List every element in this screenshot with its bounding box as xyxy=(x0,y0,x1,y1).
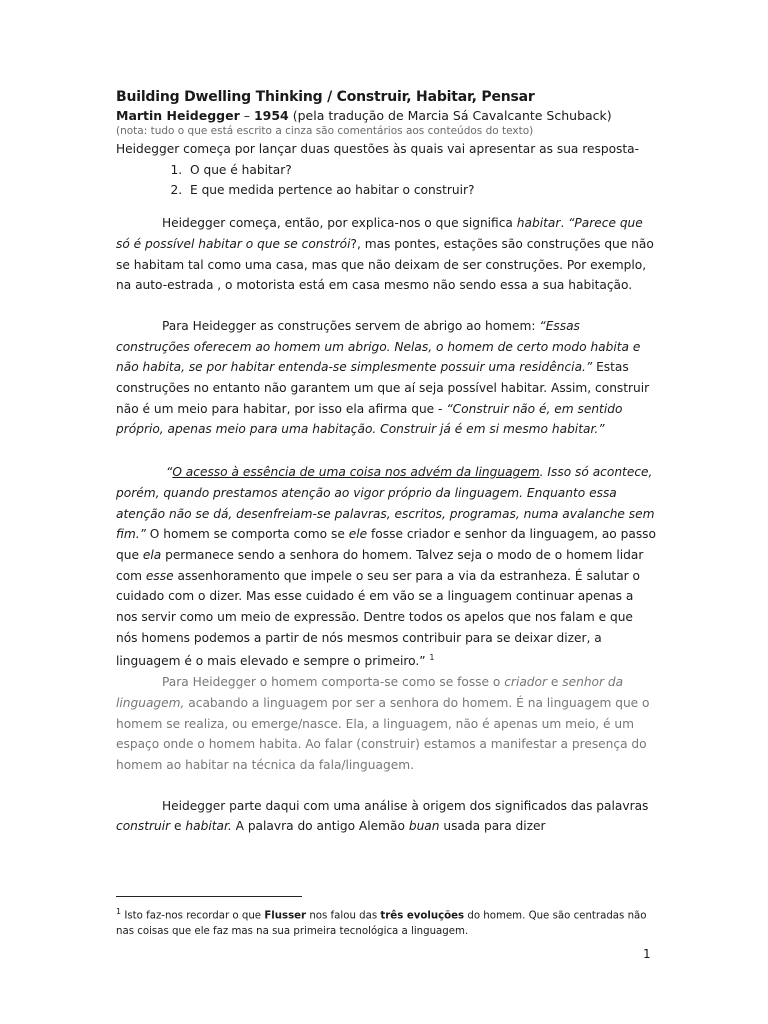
paragraph-linguagem: “O acesso à essência de uma coisa nos advém da linguagem. Isso só acontece, porém, quando prestamos atenção ao vigor próprio da linguagem. Enquanto essa atenção não se dá, desenfreiam-se palavras, escritos, programas, numa avalanche sem fim.” O homem se comporta como se ele fosse criador e senhor da linguagem, ao passo que ela permanece sendo a senhora do homem. Talvez seja o modo de o homem lidar com esse assenhoramento que impele o seu ser para a via da estranheza. É salutar o cuidado com o dizer. Mas esse cuidado é em vão se a linguagem continuar apenas a nos servir como um meio de expressão. Dentre todos os apelos que nos falam e que nós homens podemos a partir de nós mesmos contribuir para se deixar dizer, a linguagem é o mais elevado e sempre o primeiro.” $^1$ xyxy=(116,465,656,669)
paragraph-habitar: Heidegger começa, então, por explica-nos o que significa habitar. “Parece que só é possível habitar o que se constrói?, mas pontes, estações são construções que não se habitam tal como uma casa, mas que não deixam de ser construções. Por exemplo, na auto-estrada , o motorista está em casa mesmo não sendo essa a sua habitação. xyxy=(116,216,654,293)
footnote-number: 1 xyxy=(116,907,122,916)
translation-credit: (pela tradução de Marcia Sá Cavalcante Schuback) xyxy=(288,108,612,123)
paragraph-comment-gray: Para Heidegger o homem comporta-se como se fosse o criador e senhor da linguagem, acabando a linguagem por ser a senhora do homem. É na linguagem que o homem se realiza, ou emerge/nasce. Ela, a linguagem, não é apenas um meio, é um espaço onde o homem habita. Ao falar (construir) estamos a manifestar a presença do homem ao habitar na técnica da fala/linguagem. xyxy=(116,675,650,773)
paragraph-abrigo: Para Heidegger as construções servem de abrigo ao homem: “Essas construções oferecem ao homem um abrigo. Nelas, o homem de certo modo habita e não habita, se por habitar entenda-se simplesmente possuir uma residência.” Estas construções no entanto não garantem um que aí seja possível habitar. Assim, construir não é um meio para habitar, por isso ela afirma que - “Construir não é, em sentido próprio, apenas meio para uma habitação. Construir já é em si mesmo habitar.” xyxy=(116,318,650,437)
page-number: 1 xyxy=(643,947,651,961)
author-line: Martin Heidegger – 1954 (pela tradução de Marcia Sá Cavalcante Schuback) xyxy=(116,108,612,123)
footnote-divider xyxy=(116,896,302,897)
list-item: 2. E que medida pertence ao habitar o construir? xyxy=(186,180,656,201)
intro-text: Heidegger começa por lançar duas questões às quais vai apresentar as sua resposta- xyxy=(116,142,640,156)
list-item: 1. O que é habitar? xyxy=(186,160,656,181)
document-title: Building Dwelling Thinking / Construir, Habitar, Pensar xyxy=(116,89,535,105)
questions-list xyxy=(116,160,656,201)
underlined-quote: O acesso à essência de uma coisa nos advém da linguagem xyxy=(172,465,540,480)
gray-note: (nota: tudo o que está escrito a cinza são comentários aos conteúdos do texto) xyxy=(116,125,534,137)
author-name: Martin Heidegger xyxy=(116,108,240,123)
document-page xyxy=(116,88,656,837)
paragraph-origem: Heidegger parte daqui com uma análise à origem dos significados das palavras construir e habitar. A palavra do antigo Alemão buan usada para dizer xyxy=(116,798,649,834)
footnote: $^1$ Isto faz-nos recordar o que Flusser nos falou das três evoluções do homem. Que são centradas não nas coisas que ele faz mas na sua primeira tecnológica a linguagem. xyxy=(116,907,647,937)
author-year: 1954 xyxy=(253,108,289,123)
footnote-reference: 1 xyxy=(429,653,435,663)
